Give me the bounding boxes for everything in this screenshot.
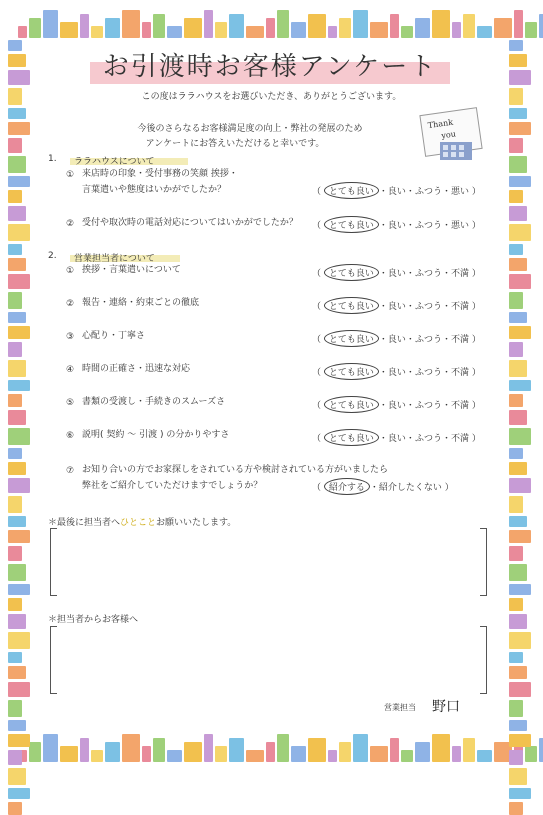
building-icon xyxy=(8,156,26,173)
building-icon xyxy=(308,738,326,762)
building-icon xyxy=(415,18,430,38)
building-icon xyxy=(153,14,165,38)
building-icon xyxy=(539,738,543,762)
s2-q2-options[interactable]: （ とても良い ・良い・ふつう・不満 ） xyxy=(312,297,481,314)
option-紹介する[interactable]: 紹介する xyxy=(324,478,370,495)
building-icon xyxy=(509,682,531,697)
building-icon xyxy=(509,666,527,679)
option-ふつう[interactable]: ふつう xyxy=(414,434,442,444)
building-icon xyxy=(8,682,30,697)
building-icon xyxy=(8,564,26,581)
building-icon xyxy=(8,176,30,187)
s2-q6-number: ⑥ xyxy=(66,431,75,441)
comment-box-2-left-bracket xyxy=(50,626,57,694)
building-icon xyxy=(514,10,523,38)
building-icon xyxy=(8,700,22,717)
building-icon xyxy=(277,734,289,762)
option-とても良い[interactable]: とても良い xyxy=(324,330,379,347)
building-icon xyxy=(509,70,531,85)
building-icon xyxy=(509,410,527,425)
building-icon xyxy=(494,18,512,38)
building-icon xyxy=(509,788,531,799)
building-icon xyxy=(8,410,26,425)
section-2-number: 2. xyxy=(48,251,57,261)
building-icon xyxy=(390,14,399,38)
building-icon xyxy=(415,742,430,762)
building-icon xyxy=(509,206,527,221)
option-良い[interactable]: 良い xyxy=(387,187,406,197)
section-2-heading-text: 営業担当者について xyxy=(74,254,155,264)
building-icon xyxy=(390,738,399,762)
building-icon xyxy=(153,738,165,762)
building-icon xyxy=(8,190,22,203)
building-icon xyxy=(8,326,30,339)
building-icon xyxy=(509,546,523,561)
building-icon xyxy=(8,652,22,663)
option-良い[interactable]: 良い xyxy=(387,221,406,231)
option-良い[interactable]: 良い xyxy=(387,302,406,312)
building-icon xyxy=(509,394,523,407)
option-ふつう[interactable]: ふつう xyxy=(414,401,442,411)
building-icon xyxy=(215,746,227,762)
building-icon xyxy=(167,750,182,762)
option-とても良い[interactable]: とても良い xyxy=(324,363,379,380)
building-icon xyxy=(328,750,337,762)
building-icon xyxy=(80,738,89,762)
s2-q3-options[interactable]: （ とても良い ・良い・ふつう・不満 ） xyxy=(312,330,481,347)
s2-q4-options[interactable]: （ とても良い ・良い・ふつう・不満 ） xyxy=(312,363,481,380)
building-icon xyxy=(509,750,523,765)
building-icon xyxy=(29,742,41,762)
s2-q7-line1: お知り合いの方でお家探しをされている方や検討されている方がいましたら xyxy=(82,465,389,475)
building-icon xyxy=(509,428,531,445)
s2-q2-number: ② xyxy=(66,299,75,309)
staff-label: 営業担当 xyxy=(384,703,416,712)
title-area xyxy=(90,44,450,88)
building-icon xyxy=(277,10,289,38)
s2-q7-line2: 弊社をご紹介していただけますでしょうか？ xyxy=(82,481,263,491)
option-とても良い[interactable]: とても良い xyxy=(324,264,379,281)
s2-q4-number: ④ xyxy=(66,365,75,375)
option-ふつう[interactable]: ふつう xyxy=(414,221,442,231)
building-icon xyxy=(8,54,26,67)
option-とても良い[interactable]: とても良い xyxy=(324,182,379,199)
option-ふつう[interactable]: ふつう xyxy=(414,335,442,345)
building-icon xyxy=(353,10,368,38)
s2-q5-number: ⑤ xyxy=(66,398,75,408)
s1-q1-line1: 来店時の印象・受付事務の笑顔 挨拶・ xyxy=(82,169,238,179)
building-icon xyxy=(509,40,523,51)
building-icon xyxy=(91,750,103,762)
building-icon xyxy=(328,26,337,38)
building-icon xyxy=(229,14,244,38)
building-icon xyxy=(60,22,78,38)
bottom-building-border xyxy=(18,732,528,762)
building-icon xyxy=(291,746,306,762)
building-icon xyxy=(8,516,26,527)
building-icon xyxy=(8,224,30,241)
building-icon xyxy=(8,380,30,391)
building-icon xyxy=(8,750,22,765)
s2-q1-number: ① xyxy=(66,266,75,276)
building-icon xyxy=(8,720,26,731)
building-icon xyxy=(105,742,120,762)
building-icon xyxy=(509,802,523,815)
section-1-heading-text: ララハウスについて xyxy=(74,157,155,167)
building-icon xyxy=(215,22,227,38)
building-icon xyxy=(8,274,30,289)
thank-you-text-2: you xyxy=(440,129,457,141)
building-icon xyxy=(291,22,306,38)
building-icon xyxy=(8,598,22,611)
building-icon xyxy=(246,26,264,38)
comment-to-staff-suffix: お願いいたします。 xyxy=(156,518,237,528)
building-icon xyxy=(204,10,213,38)
page-title: お引渡時お客様アンケート xyxy=(102,52,438,82)
s1-q2-options[interactable]: （ とても良い ・良い・ふつう・悪い ） xyxy=(312,216,481,233)
s2-q1-options[interactable]: （ とても良い ・良い・ふつう・不満 ） xyxy=(312,264,481,281)
option-良い[interactable]: 良い xyxy=(387,269,406,279)
building-icon xyxy=(525,746,537,762)
s1-q2-text: 受付や取次時の電話対応についてはいかがでしたか？ xyxy=(82,218,298,228)
building-icon xyxy=(370,746,388,762)
intro-request: アンケートにお答えいただけると幸いです。 xyxy=(145,139,325,149)
s2-q7-number: ⑦ xyxy=(66,466,75,476)
building-icon xyxy=(8,546,22,561)
building-icon xyxy=(8,448,22,459)
building-icon xyxy=(509,720,527,731)
option-ふつう[interactable]: ふつう xyxy=(414,187,442,197)
building-icon xyxy=(509,516,527,527)
building-icon xyxy=(509,108,527,119)
building-icon xyxy=(308,14,326,38)
building-icon xyxy=(432,10,450,38)
building-icon xyxy=(167,26,182,38)
building-icon xyxy=(463,738,475,762)
building-icon xyxy=(509,598,523,611)
option-ふつう[interactable]: ふつう xyxy=(414,368,442,378)
building-icon xyxy=(525,22,537,38)
building-icon xyxy=(509,312,527,323)
building-icon xyxy=(142,22,151,38)
option-とても良い[interactable]: とても良い xyxy=(324,396,379,413)
s2-q4-text: 時間の正確さ・迅速な対応 xyxy=(82,364,191,374)
building-icon xyxy=(8,108,26,119)
option-不満[interactable]: 不満 xyxy=(450,269,469,279)
building-icon xyxy=(29,18,41,38)
building-icon xyxy=(509,632,531,649)
comment-box-2-right-bracket[interactable] xyxy=(480,626,487,694)
building-icon xyxy=(509,156,527,173)
building-icon xyxy=(246,750,264,762)
option-不満[interactable]: 不満 xyxy=(450,434,469,444)
option-良い[interactable]: 良い xyxy=(387,401,406,411)
building-icon xyxy=(432,734,450,762)
building-icon xyxy=(8,360,26,377)
option-とても良い[interactable]: とても良い xyxy=(324,429,379,446)
building-icon xyxy=(509,768,527,785)
comment-to-staff-label xyxy=(48,515,236,528)
building-icon xyxy=(509,652,523,663)
building-icon xyxy=(266,742,275,762)
intro-thanks: この度はララハウスをお選びいただき、ありがとうございます。 xyxy=(141,92,402,102)
top-building-border xyxy=(18,8,528,38)
building-icon xyxy=(8,666,26,679)
building-icon xyxy=(339,18,351,38)
s1-q1-text xyxy=(82,166,238,198)
s2-q2-text: 報告・連絡・約束ごとの徹底 xyxy=(82,298,200,308)
building-icon xyxy=(509,564,527,581)
building-icon xyxy=(8,530,30,543)
building-icon xyxy=(8,312,26,323)
building-icon xyxy=(509,342,523,357)
comment-from-staff-label: ＊担当者からお客様へ xyxy=(48,615,139,625)
building-icon xyxy=(18,26,27,38)
s2-q6-text: 説明( 契約 ～ 引渡 ) の分かりやすさ xyxy=(82,430,230,440)
building-icon xyxy=(509,122,531,135)
building-icon xyxy=(509,138,523,153)
building-icon xyxy=(8,394,22,407)
building-icon xyxy=(509,496,523,513)
building-icon xyxy=(509,462,527,475)
building-icon xyxy=(105,18,120,38)
building-icon xyxy=(353,734,368,762)
building-icon xyxy=(509,190,523,203)
building-icon xyxy=(8,206,26,221)
building-icon xyxy=(509,478,531,493)
s1-q1-options[interactable]: （ とても良い ・良い・ふつう・悪い ） xyxy=(312,182,481,199)
s2-q1-text: 挨拶・言葉遣いについて xyxy=(82,265,181,275)
option-とても良い[interactable]: とても良い xyxy=(324,297,379,314)
option-良い[interactable]: 良い xyxy=(387,335,406,345)
building-icon xyxy=(509,244,523,255)
s2-q7-options[interactable]: （ 紹介する ・紹介したくない ） xyxy=(312,478,454,495)
building-icon xyxy=(8,768,26,785)
s1-q2-number: ② xyxy=(66,219,75,229)
building-icon xyxy=(509,54,527,67)
building-illustration xyxy=(440,142,472,160)
building-icon xyxy=(509,584,531,595)
building-icon xyxy=(509,734,531,747)
building-icon xyxy=(509,224,531,241)
comment-to-staff-highlight: ひとこと xyxy=(120,518,157,528)
building-icon xyxy=(509,176,531,187)
building-icon xyxy=(477,26,492,38)
comment-to-staff-prefix: ＊最後に担当者へ xyxy=(48,518,121,528)
building-icon xyxy=(8,478,30,493)
s2-q3-number: ③ xyxy=(66,332,75,342)
building-icon xyxy=(539,14,543,38)
building-icon xyxy=(509,700,523,717)
option-不満[interactable]: 不満 xyxy=(450,368,469,378)
building-icon xyxy=(80,14,89,38)
s1-q1-line2: 言葉遣いや態度はいかがでしたか？ xyxy=(82,185,227,195)
building-icon xyxy=(8,788,30,799)
building-icon xyxy=(477,750,492,762)
building-icon xyxy=(8,802,22,815)
comment-box-1-right-bracket[interactable] xyxy=(480,528,487,596)
building-icon xyxy=(452,746,461,762)
option-不満[interactable]: 不満 xyxy=(450,302,469,312)
option-悪い[interactable]: 悪い xyxy=(450,221,469,231)
building-icon xyxy=(509,360,527,377)
building-icon xyxy=(8,462,26,475)
building-icon xyxy=(401,26,413,38)
building-icon xyxy=(8,734,30,747)
building-icon xyxy=(8,70,30,85)
building-icon xyxy=(122,734,140,762)
option-ふつう[interactable]: ふつう xyxy=(414,302,442,312)
building-icon xyxy=(339,742,351,762)
option-良い[interactable]: 良い xyxy=(387,434,406,444)
s2-q6-options[interactable]: （ とても良い ・良い・ふつう・不満 ） xyxy=(312,429,481,446)
intro-purpose: 今後のさらなるお客様満足度の向上・弊社の発展のため xyxy=(137,124,363,134)
building-icon xyxy=(8,428,30,445)
building-icon xyxy=(401,750,413,762)
building-icon xyxy=(204,734,213,762)
s2-q3-text: 心配り・丁寧さ xyxy=(82,331,146,341)
building-icon xyxy=(8,584,30,595)
building-icon xyxy=(266,18,275,38)
building-icon xyxy=(509,380,531,391)
s2-q5-options[interactable]: （ とても良い ・良い・ふつう・不満 ） xyxy=(312,396,481,413)
building-icon xyxy=(60,746,78,762)
s2-q5-text: 書類の受渡し・手続きのスムーズさ xyxy=(82,397,226,407)
option-不満[interactable]: 不満 xyxy=(450,335,469,345)
comment-box-1-left-bracket xyxy=(50,528,57,596)
building-icon xyxy=(509,448,523,459)
building-icon xyxy=(509,258,527,271)
option-紹介したくない[interactable]: 紹介したくない xyxy=(378,483,442,493)
building-icon xyxy=(184,18,202,38)
option-不満[interactable]: 不満 xyxy=(450,401,469,411)
building-icon xyxy=(452,22,461,38)
building-icon xyxy=(43,10,58,38)
building-icon xyxy=(8,244,22,255)
building-icon xyxy=(509,614,527,629)
right-building-border xyxy=(509,40,535,730)
option-とても良い[interactable]: とても良い xyxy=(324,216,379,233)
building-icon xyxy=(8,258,26,271)
building-icon xyxy=(509,530,531,543)
building-icon xyxy=(370,22,388,38)
building-icon xyxy=(8,292,22,309)
building-icon xyxy=(509,326,531,339)
building-icon xyxy=(91,26,103,38)
building-icon xyxy=(229,738,244,762)
option-悪い[interactable]: 悪い xyxy=(450,187,469,197)
building-icon xyxy=(8,632,30,649)
building-icon xyxy=(122,10,140,38)
building-icon xyxy=(8,342,22,357)
building-icon xyxy=(8,40,22,51)
thank-you-text-1: Thank xyxy=(427,117,454,131)
option-良い[interactable]: 良い xyxy=(387,368,406,378)
building-icon xyxy=(43,734,58,762)
building-icon xyxy=(509,292,523,309)
section-1-number: 1. xyxy=(48,154,57,164)
building-icon xyxy=(8,614,26,629)
building-icon xyxy=(184,742,202,762)
building-icon xyxy=(509,274,531,289)
option-ふつう[interactable]: ふつう xyxy=(414,269,442,279)
staff-signature: 野口 xyxy=(432,699,460,715)
building-icon xyxy=(142,746,151,762)
building-icon xyxy=(463,14,475,38)
s1-q1-number: ① xyxy=(66,170,75,180)
building-icon xyxy=(8,496,22,513)
